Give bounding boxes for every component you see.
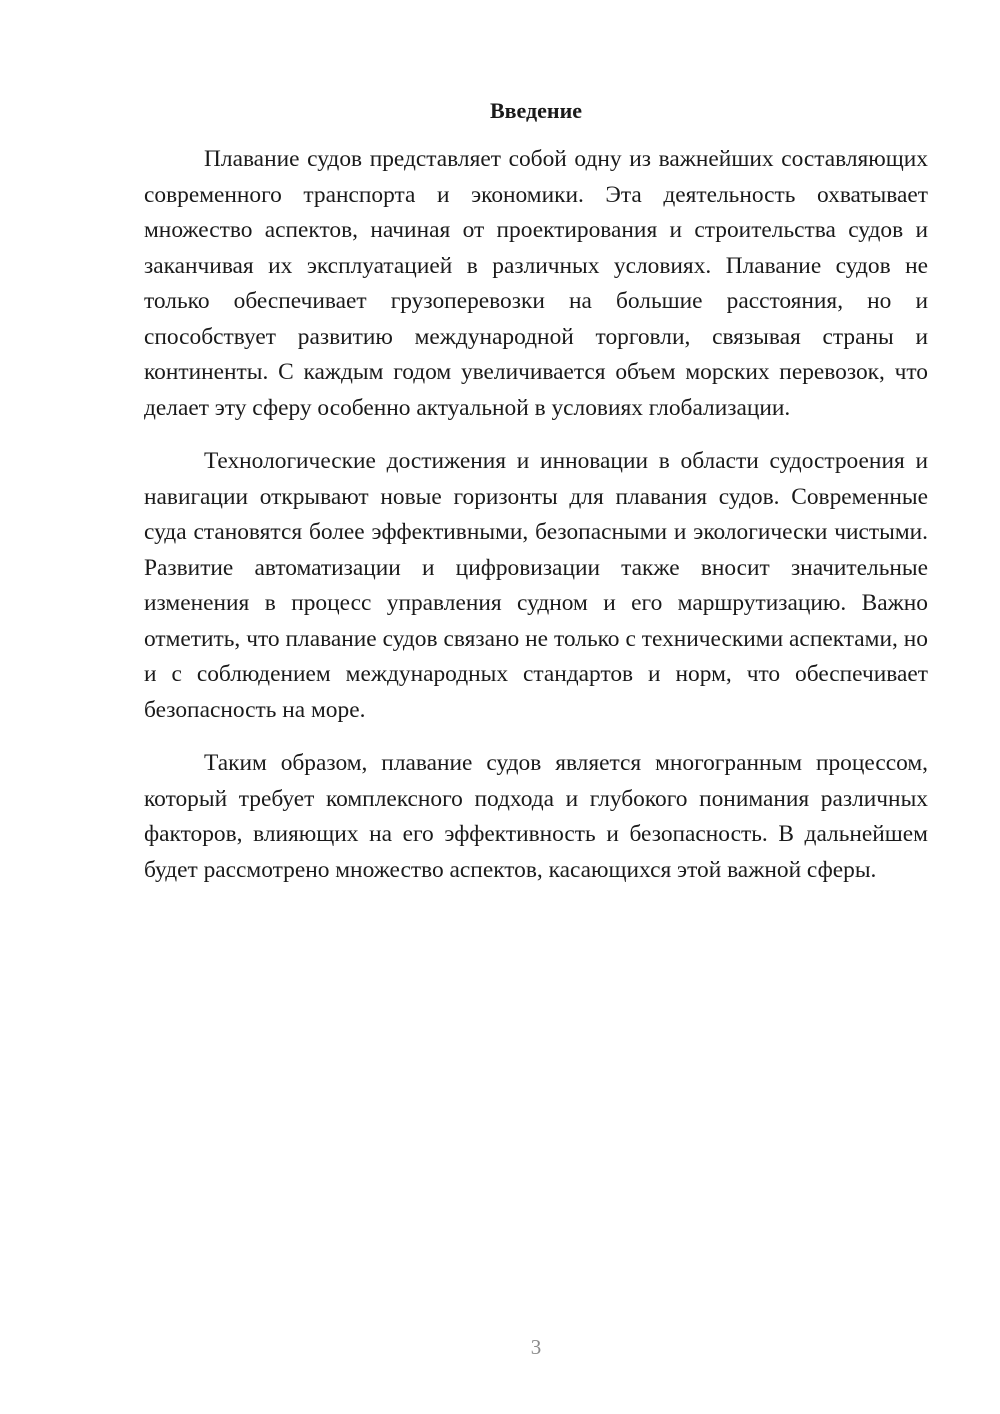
page-number: 3 (530, 1335, 542, 1359)
paragraph-3: Таким образом, плавание судов является многогранным процессом, который требует комплексного подхода и глубокого понимания различных факторов, влияющих на его эффективность и безопасность. В дальнейшем будет рассмотрено множество аспектов, касающихся этой важной сферы. (144, 750, 928, 883)
paragraph-1: Плавание судов представляет собой одну из важнейших составляющих современного транспорта и экономики. Эта деятельность охватывает множество аспектов, начиная от проектирования и строительства судов и заканчивая их эксплуатацией в различных условиях. Плавание судов не только обеспечивает грузоперевозки на большие расстояния, но и способствует развитию международной торговли, связывая страны и континенты. С каждым годом увеличивается объем морских перевозок, что делает эту сферу особенно актуальной в условиях глобализации. (144, 146, 928, 421)
paragraph-2: Технологические достижения и инновации в области судостроения и навигации открывают новые горизонты для плавания судов. Современные суда становятся более эффективными, безопасными и экологически чистыми. Развитие автоматизации и цифровизации также вносит значительные изменения в процесс управления судном и его маршрутизацию. Важно отметить, что плавание судов связано не только с техническими аспектами, но и с соблюдением международных стандартов и норм, что обеспечивает безопасность на море. (144, 448, 928, 723)
section-heading: Введение (489, 98, 583, 123)
body-text (144, 142, 928, 906)
